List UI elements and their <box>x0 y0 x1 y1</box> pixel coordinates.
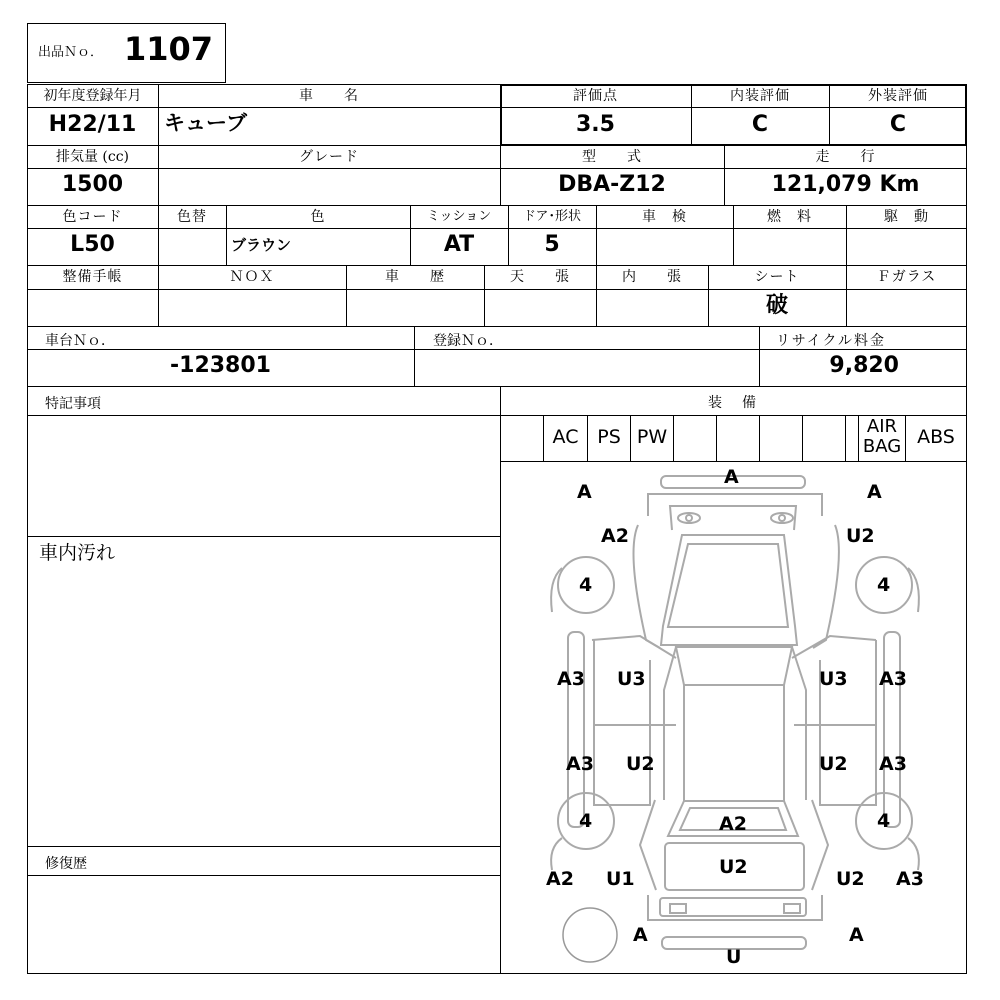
header-equipment: 装 備 <box>708 395 759 411</box>
damage-rear-glass: A2 <box>719 813 747 835</box>
displacement-value: 1500 <box>61 172 124 197</box>
damage-rear-bumper: U <box>726 946 742 968</box>
damage-left-front-door-outer: A3 <box>557 668 585 690</box>
header-repair-history: 修復歴 <box>45 856 87 872</box>
exterior-rating-value: C <box>889 112 907 137</box>
car-name-value: キューブ <box>164 111 247 135</box>
header-front-glass: Ｆガラス <box>876 269 937 285</box>
header-first-registration: 初年度登録年月 <box>43 88 142 104</box>
header-exterior-rating: 外装評価 <box>868 88 928 104</box>
model-value: DBA-Z12 <box>558 172 666 197</box>
damage-left-quarter-inner: U1 <box>606 868 635 890</box>
header-seat: シート <box>754 269 800 285</box>
mileage-value: 121,079 Km <box>771 172 920 197</box>
damage-right-front-door-inner: U3 <box>819 668 848 690</box>
header-door-body: ドア･形状 <box>522 209 582 224</box>
header-inspection: 車 検 <box>642 209 687 225</box>
tire-rear-right: 4 <box>877 810 891 832</box>
header-drive: 駆 動 <box>884 209 929 225</box>
lot-number-label: 出品Ｎｏ． <box>38 45 104 60</box>
tire-front-right: 4 <box>877 574 891 596</box>
car-damage-diagram <box>501 462 966 973</box>
equipment-pw: PW <box>636 426 668 448</box>
header-color: 色 <box>310 209 326 225</box>
damage-right-front-door-outer: A3 <box>879 668 907 690</box>
damage-right-rear-door-outer: A3 <box>879 753 907 775</box>
equipment-ac: AC <box>552 426 579 448</box>
equipment-abs: ABS <box>917 426 955 448</box>
damage-right-rear-door-inner: U2 <box>819 753 848 775</box>
header-fuel: 燃 料 <box>767 209 812 225</box>
lot-number-box <box>27 23 226 83</box>
damage-back-door: U2 <box>719 856 748 878</box>
damage-rear-left-corner: A <box>633 924 648 946</box>
color-value: ブラウン <box>231 236 292 254</box>
header-car-name: 車 名 <box>299 88 359 104</box>
damage-front-bumper: A <box>724 466 739 488</box>
header-repaint: 色替 <box>177 209 207 225</box>
header-score: 評価点 <box>573 88 618 104</box>
interior-rating-value: C <box>751 112 769 137</box>
header-grade: グレード <box>299 149 359 165</box>
header-recycle-fee: リサイクル料金 <box>776 333 887 349</box>
damage-left-fender: A2 <box>601 525 629 547</box>
header-nox: ＮＯＸ <box>229 269 275 285</box>
damage-left-rear-door-outer: A3 <box>566 753 594 775</box>
equipment-ps: PS <box>597 426 621 448</box>
special-note-text: 車内汚れ <box>39 542 116 564</box>
header-history: 車 歴 <box>385 269 445 285</box>
equipment-airbag: AIR BAG <box>862 416 902 457</box>
lot-number-value: 1107 <box>124 30 214 68</box>
header-model: 型 式 <box>582 149 642 165</box>
header-registration-number: 登録Ｎｏ． <box>433 333 503 349</box>
header-roof-lining: 天 張 <box>510 269 570 285</box>
transmission-value: AT <box>443 232 475 257</box>
damage-right-fender: U2 <box>846 525 875 547</box>
score-value: 3.5 <box>576 112 615 137</box>
tire-front-left: 4 <box>579 574 593 596</box>
chassis-number-value: -123801 <box>170 353 271 378</box>
damage-front-left-corner: A <box>577 481 592 503</box>
header-maintenance-record: 整備手帳 <box>62 269 123 285</box>
tire-rear-left: 4 <box>579 810 593 832</box>
damage-rear-right-corner: A <box>849 924 864 946</box>
damage-left-quarter: A2 <box>546 868 574 890</box>
header-transmission: ミッション <box>426 209 492 224</box>
recycle-fee-value: 9,820 <box>829 353 899 378</box>
header-mileage: 走 行 <box>815 149 876 165</box>
header-chassis-number: 車台Ｎｏ． <box>45 333 115 349</box>
seat-value: 破 <box>765 293 788 318</box>
damage-front-right-corner: A <box>867 481 882 503</box>
door-value: 5 <box>544 232 560 257</box>
damage-right-quarter-inner: U2 <box>836 868 865 890</box>
damage-left-front-door-inner: U3 <box>617 668 646 690</box>
first-registration-value: H22/11 <box>48 112 137 137</box>
damage-right-quarter: A3 <box>896 868 924 890</box>
header-displacement: 排気量 (cc) <box>55 149 130 165</box>
header-color-code: 色コード <box>62 209 123 225</box>
damage-left-rear-door-inner: U2 <box>626 753 655 775</box>
color-code-value: L50 <box>70 232 115 257</box>
header-interior-rating: 内装評価 <box>730 88 790 104</box>
header-interior-trim: 内 張 <box>622 269 682 285</box>
header-special-notes: 特記事項 <box>45 396 101 412</box>
